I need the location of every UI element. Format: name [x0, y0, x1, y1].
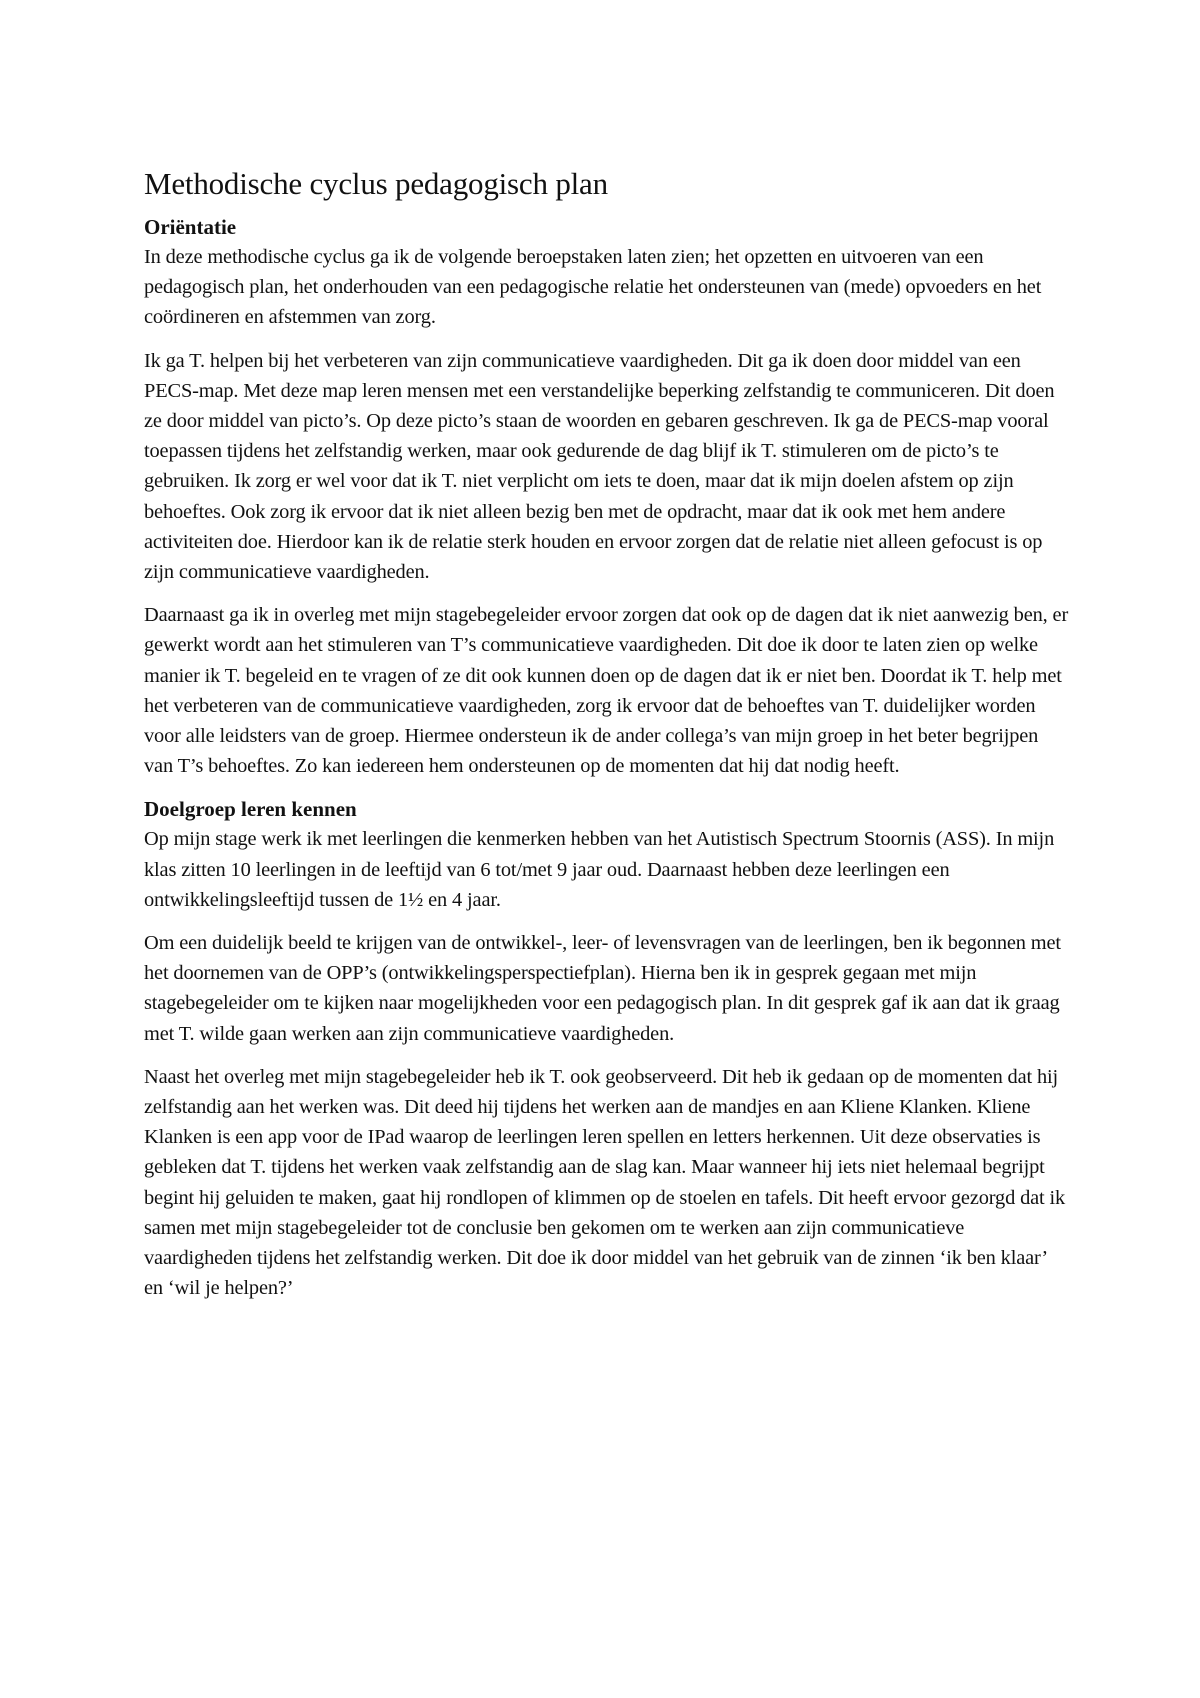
paragraph: Op mijn stage werk ik met leerlingen die kenmerken hebben van het Autistisch Spectrum Stoornis (ASS). In mijn klas zitten 10 leerlingen in de leeftijd van 6 tot/met 9 jaar oud. Daarnaast hebben deze leerlingen een ontwikkelingsleeftijd tussen de 1½ en 4 jaar. [144, 828, 1055, 911]
section-heading: Doelgroep leren kennen [144, 797, 357, 822]
paragraph: Ik ga T. helpen bij het verbeteren van zijn communicatieve vaardigheden. Dit ga ik doen door middel van een PECS-map. Met deze map leren mensen met een verstandelijke beperking zelfstandig te communiceren. Dit doen ze door middel van picto’s. Op deze picto’s staan de woorden en gebaren geschreven. Ik ga de PECS-map vooral toepassen tijdens het zelfstandig werken, maar ook gedurende de dag blijf ik T. stimuleren om de picto’s te gebruiken. Ik zorg er wel voor dat ik T. niet verplicht om iets te doen, maar dat ik mijn doelen afstem op zijn behoeftes. Ook zorg ik ervoor dat ik niet alleen bezig ben met de opdracht, maar dat ik ook met hem andere activiteiten doe. Hierdoor kan ik de relatie sterk houden en ervoor zorgen dat de relatie niet alleen gefocust is op zijn communicatieve vaardigheden. [144, 349, 1055, 584]
section-heading: Oriëntatie [144, 215, 237, 239]
paragraph: Naast het overleg met mijn stagebegeleider heb ik T. ook geobserveerd. Dit heb ik gedaan op de momenten dat hij zelfstandig aan het werken was. Dit deed hij tijdens het werken aan de mandjes en aan Kliene Klanken. Kliene Klanken is een app voor de IPad waarop de leerlingen leren spellen en letters herkennen. Uit deze observaties is gebleken dat T. tijdens het werken vaak zelfstandig aan de slag kan. Maar wanneer hij iets niet helemaal begrijpt begint hij geluiden te maken, gaat hij rondlopen of klimmen op de stoelen en tafels. Dit heeft ervoor gezorgd dat ik samen met mijn stagebegeleider tot de conclusie ben gekomen om te werken aan zijn communicatieve vaardigheden tijdens het zelfstandig werken. Dit doe ik door middel van het gebruik van de zinnen ‘ik ben klaar’ en ‘wil je helpen?’ [144, 1065, 1066, 1300]
paragraph: In deze methodische cyclus ga ik de volgende beroepstaken laten zien; het opzetten en uitvoeren van een pedagogisch plan, het onderhouden van een pedagogische relatie het ondersteunen van (mede) opvoeders en het coördineren en afstemmen van zorg. [144, 246, 1042, 329]
section-orientatie [144, 212, 1069, 781]
document-content [144, 165, 1069, 1317]
paragraph: Daarnaast ga ik in overleg met mijn stagebegeleider ervoor zorgen dat ook op de dagen dat ik niet aanwezig ben, er gewerkt wordt aan het stimuleren van T’s communicatieve vaardigheden. Dit doe ik door te laten zien op welke manier ik T. begeleid en te vragen of ze dit ook kunnen doen op de dagen dat ik er niet ben. Doordat ik T. help met het verbeteren van de communicatieve vaardigheden, zorg ik ervoor dat de behoeftes van T. duidelijker worden voor alle leidsters van de groep. Hiermee ondersteun ik de ander collega’s van mijn groep in het beter begrijpen van T’s behoeftes. Zo kan iedereen hem ondersteunen op de momenten dat hij dat nodig heeft. [144, 604, 1069, 778]
paragraph: Om een duidelijk beeld te krijgen van de ontwikkel-, leer- of levensvragen van de leerlingen, ben ik begonnen met het doornemen van de OPP’s (ontwikkelingsperspectiefplan). Hierna ben ik in gesprek gegaan met mijn stagebegeleider om te kijken naar mogelijkheden voor een pedagogisch plan. In dit gesprek gaf ik aan dat ik graag met T. wilde gaan werken aan zijn communicatieve vaardigheden. [144, 932, 1061, 1045]
document-title: Methodische cyclus pedagogisch plan [144, 166, 608, 201]
section-doelgroep-leren-kennen [144, 794, 1069, 1303]
